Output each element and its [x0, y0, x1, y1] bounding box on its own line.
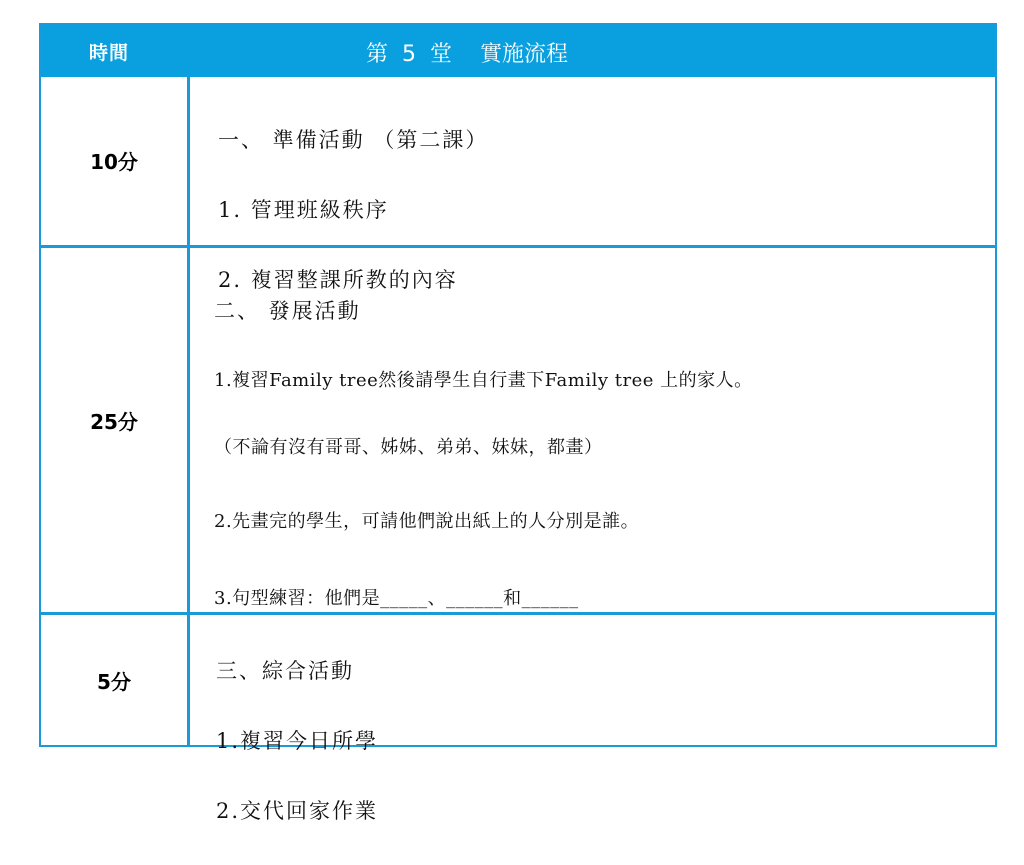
- column-divider: [187, 77, 190, 747]
- plan-column-header: 第 5 堂 實施流程: [366, 42, 568, 67]
- activity-item: 2.交代回家作業: [216, 799, 379, 823]
- activity-item: 2. 複習整課所教的內容: [218, 268, 458, 292]
- activity-title: 二、 發展活動: [214, 299, 361, 323]
- activity-item: 1.複習今日所學: [216, 729, 379, 753]
- table-header: [41, 25, 995, 77]
- row-divider: [41, 245, 995, 248]
- activity-item: 2.先畫完的學生，可請他們說出紙上的人分別是誰。: [214, 511, 640, 532]
- time-cell-row-1: 10分: [90, 150, 138, 174]
- lesson-plan-table: [39, 23, 997, 823]
- activity-title: 一、 準備活動 （第二課）: [218, 128, 489, 152]
- activity-cell-row-3: [216, 617, 378, 865]
- activity-item: 3.句型練習：他們是_____、______和______: [214, 588, 579, 609]
- activity-item: 1. 管理班級秩序: [218, 198, 389, 222]
- time-cell-row-2: 25分: [90, 410, 138, 434]
- time-cell-row-3: 5分: [97, 670, 131, 694]
- activity-item: （不論有沒有哥哥、姊姊、弟弟、妹妹，都畫）: [214, 437, 603, 458]
- activity-title: 三、綜合活動: [216, 659, 354, 683]
- activity-item: 1.複習Family tree然後請學生自行畫下Family tree 上的家人。: [214, 370, 753, 391]
- time-column-header: 時間: [89, 42, 130, 64]
- activity-cell-row-2: [214, 257, 753, 652]
